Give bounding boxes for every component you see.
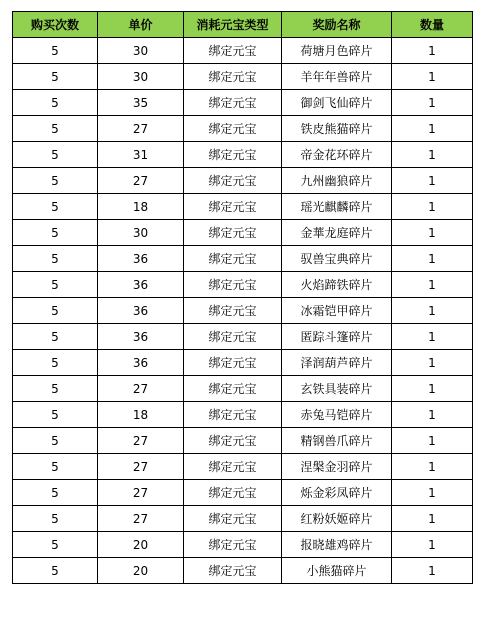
currency-type-cell: 绑定元宝 bbox=[184, 38, 282, 64]
table-row bbox=[13, 64, 473, 90]
currency-type-cell: 绑定元宝 bbox=[184, 376, 282, 402]
reward-name-cell: 帝金花环碎片 bbox=[282, 142, 392, 168]
purchase-count-cell: 5 bbox=[13, 298, 98, 324]
table-row bbox=[13, 532, 473, 558]
table-row bbox=[13, 168, 473, 194]
quantity-cell: 1 bbox=[392, 454, 473, 480]
quantity-cell: 1 bbox=[392, 168, 473, 194]
table-body bbox=[13, 38, 473, 584]
currency-type-cell: 绑定元宝 bbox=[184, 402, 282, 428]
reward-name-cell: 泽润葫芦碎片 bbox=[282, 350, 392, 376]
currency-type-cell: 绑定元宝 bbox=[184, 428, 282, 454]
table-row bbox=[13, 506, 473, 532]
purchase-count-cell: 5 bbox=[13, 116, 98, 142]
purchase-count-cell: 5 bbox=[13, 246, 98, 272]
reward-name-cell: 铁皮熊猫碎片 bbox=[282, 116, 392, 142]
unit-price-cell: 18 bbox=[98, 194, 184, 220]
table-row bbox=[13, 142, 473, 168]
table-row bbox=[13, 246, 473, 272]
quantity-cell: 1 bbox=[392, 90, 473, 116]
quantity-cell: 1 bbox=[392, 558, 473, 584]
reward-name-cell: 冰霜铠甲碎片 bbox=[282, 298, 392, 324]
table-row bbox=[13, 376, 473, 402]
table-row bbox=[13, 116, 473, 142]
quantity-cell: 1 bbox=[392, 246, 473, 272]
reward-name-cell: 火焰蹄铁碎片 bbox=[282, 272, 392, 298]
purchase-count-cell: 5 bbox=[13, 64, 98, 90]
quantity-cell: 1 bbox=[392, 116, 473, 142]
quantity-cell: 1 bbox=[392, 298, 473, 324]
table-row bbox=[13, 90, 473, 116]
currency-type-cell: 绑定元宝 bbox=[184, 142, 282, 168]
currency-type-cell: 绑定元宝 bbox=[184, 480, 282, 506]
unit-price-cell: 30 bbox=[98, 64, 184, 90]
unit-price-cell: 36 bbox=[98, 246, 184, 272]
quantity-cell: 1 bbox=[392, 506, 473, 532]
currency-type-cell: 绑定元宝 bbox=[184, 506, 282, 532]
purchase-count-cell: 5 bbox=[13, 402, 98, 428]
purchase-count-cell: 5 bbox=[13, 480, 98, 506]
currency-type-cell: 绑定元宝 bbox=[184, 324, 282, 350]
purchase-count-cell: 5 bbox=[13, 194, 98, 220]
table-row bbox=[13, 350, 473, 376]
currency-type-cell: 绑定元宝 bbox=[184, 220, 282, 246]
unit-price-cell: 35 bbox=[98, 90, 184, 116]
quantity-cell: 1 bbox=[392, 142, 473, 168]
currency-type-header: 消耗元宝类型 bbox=[184, 12, 282, 38]
purchase-count-cell: 5 bbox=[13, 558, 98, 584]
reward-name-cell: 御剑飞仙碎片 bbox=[282, 90, 392, 116]
table-row bbox=[13, 402, 473, 428]
reward-name-cell: 烁金彩凤碎片 bbox=[282, 480, 392, 506]
unit-price-header: 单价 bbox=[98, 12, 184, 38]
reward-name-cell: 九州幽狼碎片 bbox=[282, 168, 392, 194]
purchase-count-cell: 5 bbox=[13, 506, 98, 532]
table-row bbox=[13, 480, 473, 506]
quantity-cell: 1 bbox=[392, 220, 473, 246]
unit-price-cell: 27 bbox=[98, 168, 184, 194]
reward-name-cell: 瑶光麒麟碎片 bbox=[282, 194, 392, 220]
purchase-count-cell: 5 bbox=[13, 220, 98, 246]
unit-price-cell: 27 bbox=[98, 506, 184, 532]
table-row bbox=[13, 272, 473, 298]
unit-price-cell: 36 bbox=[98, 324, 184, 350]
table-row bbox=[13, 324, 473, 350]
purchase-count-cell: 5 bbox=[13, 532, 98, 558]
purchase-count-cell: 5 bbox=[13, 90, 98, 116]
quantity-cell: 1 bbox=[392, 64, 473, 90]
reward-name-cell: 报晓雄鸡碎片 bbox=[282, 532, 392, 558]
currency-type-cell: 绑定元宝 bbox=[184, 90, 282, 116]
quantity-cell: 1 bbox=[392, 376, 473, 402]
reward-name-cell: 涅槃金羽碎片 bbox=[282, 454, 392, 480]
currency-type-cell: 绑定元宝 bbox=[184, 194, 282, 220]
unit-price-cell: 36 bbox=[98, 272, 184, 298]
currency-type-cell: 绑定元宝 bbox=[184, 272, 282, 298]
currency-type-cell: 绑定元宝 bbox=[184, 298, 282, 324]
unit-price-cell: 27 bbox=[98, 428, 184, 454]
currency-type-cell: 绑定元宝 bbox=[184, 558, 282, 584]
unit-price-cell: 18 bbox=[98, 402, 184, 428]
table-row bbox=[13, 558, 473, 584]
quantity-cell: 1 bbox=[392, 194, 473, 220]
currency-type-cell: 绑定元宝 bbox=[184, 246, 282, 272]
table-row bbox=[13, 220, 473, 246]
unit-price-cell: 20 bbox=[98, 532, 184, 558]
unit-price-cell: 36 bbox=[98, 350, 184, 376]
table-row bbox=[13, 428, 473, 454]
purchase-count-cell: 5 bbox=[13, 350, 98, 376]
purchase-count-cell: 5 bbox=[13, 324, 98, 350]
reward-name-cell: 羊年年兽碎片 bbox=[282, 64, 392, 90]
purchase-count-cell: 5 bbox=[13, 168, 98, 194]
quantity-cell: 1 bbox=[392, 532, 473, 558]
purchase-count-header: 购买次数 bbox=[13, 12, 98, 38]
unit-price-cell: 31 bbox=[98, 142, 184, 168]
reward-table-container bbox=[12, 11, 473, 584]
quantity-cell: 1 bbox=[392, 480, 473, 506]
unit-price-cell: 27 bbox=[98, 454, 184, 480]
reward-name-cell: 驭兽宝典碎片 bbox=[282, 246, 392, 272]
reward-name-cell: 匿踪斗篷碎片 bbox=[282, 324, 392, 350]
table-row bbox=[13, 194, 473, 220]
quantity-cell: 1 bbox=[392, 324, 473, 350]
reward-name-cell: 荷塘月色碎片 bbox=[282, 38, 392, 64]
quantity-cell: 1 bbox=[392, 350, 473, 376]
unit-price-cell: 30 bbox=[98, 220, 184, 246]
currency-type-cell: 绑定元宝 bbox=[184, 532, 282, 558]
reward-name-cell: 小熊猫碎片 bbox=[282, 558, 392, 584]
currency-type-cell: 绑定元宝 bbox=[184, 64, 282, 90]
table-row bbox=[13, 38, 473, 64]
table-row bbox=[13, 454, 473, 480]
reward-name-cell: 玄铁具装碎片 bbox=[282, 376, 392, 402]
table-header-row bbox=[13, 12, 473, 38]
quantity-header: 数量 bbox=[392, 12, 473, 38]
unit-price-cell: 30 bbox=[98, 38, 184, 64]
currency-type-cell: 绑定元宝 bbox=[184, 116, 282, 142]
purchase-count-cell: 5 bbox=[13, 142, 98, 168]
unit-price-cell: 27 bbox=[98, 376, 184, 402]
purchase-count-cell: 5 bbox=[13, 272, 98, 298]
unit-price-cell: 20 bbox=[98, 558, 184, 584]
unit-price-cell: 27 bbox=[98, 480, 184, 506]
quantity-cell: 1 bbox=[392, 38, 473, 64]
quantity-cell: 1 bbox=[392, 402, 473, 428]
unit-price-cell: 36 bbox=[98, 298, 184, 324]
reward-name-cell: 红粉妖姬碎片 bbox=[282, 506, 392, 532]
unit-price-cell: 27 bbox=[98, 116, 184, 142]
purchase-count-cell: 5 bbox=[13, 428, 98, 454]
quantity-cell: 1 bbox=[392, 272, 473, 298]
table-row bbox=[13, 298, 473, 324]
reward-table bbox=[12, 11, 473, 584]
reward-name-cell: 金華龙庭碎片 bbox=[282, 220, 392, 246]
quantity-cell: 1 bbox=[392, 428, 473, 454]
purchase-count-cell: 5 bbox=[13, 376, 98, 402]
currency-type-cell: 绑定元宝 bbox=[184, 350, 282, 376]
currency-type-cell: 绑定元宝 bbox=[184, 168, 282, 194]
purchase-count-cell: 5 bbox=[13, 454, 98, 480]
reward-name-cell: 精钢兽爪碎片 bbox=[282, 428, 392, 454]
currency-type-cell: 绑定元宝 bbox=[184, 454, 282, 480]
reward-name-header: 奖励名称 bbox=[282, 12, 392, 38]
reward-name-cell: 赤兔马铠碎片 bbox=[282, 402, 392, 428]
purchase-count-cell: 5 bbox=[13, 38, 98, 64]
